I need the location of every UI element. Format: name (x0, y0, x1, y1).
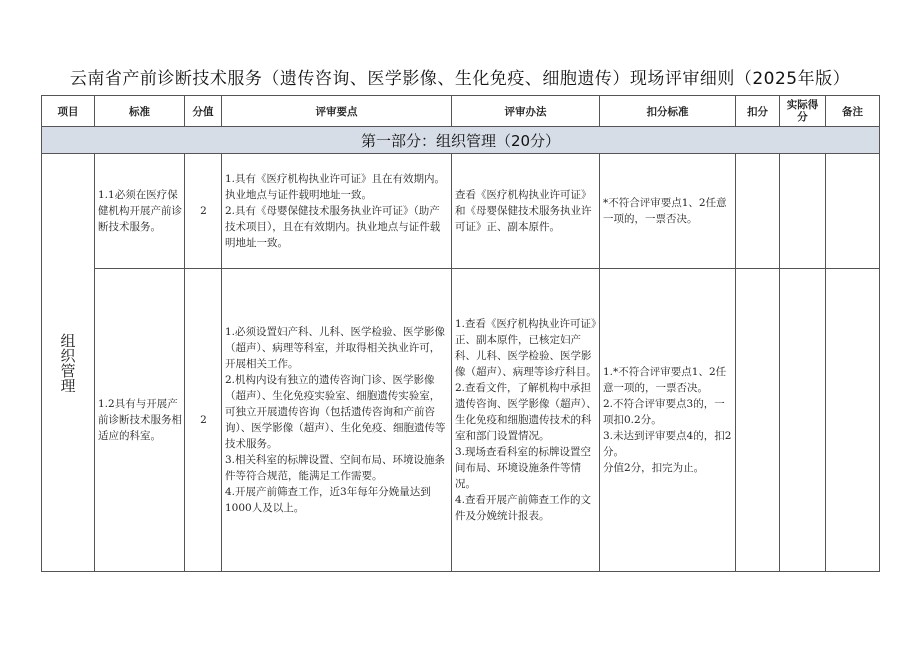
category-cell (42, 154, 95, 572)
method-item: 3.现场查看科室的标牌设置空间布局、环境设施条件等情况。 (455, 446, 592, 490)
header-score: 分值 (185, 96, 222, 127)
actual-score-cell (780, 154, 826, 269)
review-table (41, 95, 880, 572)
method-item: 2.查看文件，了解机构中承担遗传咨询、医学影像（超声）、生化免疫和细胞遗传技术的科室和部门设置情况。 (455, 382, 597, 442)
header-project: 项目 (42, 96, 95, 127)
table-row (42, 154, 880, 269)
method-cell (452, 269, 600, 572)
standard-cell: 1.2具有与开展产前诊断技术服务相适应的科室。 (95, 269, 185, 572)
header-standard: 标准 (95, 96, 185, 127)
deduction-item: 1.*不符合评审要点1、2任意一项的，一票否决。 (603, 366, 727, 394)
section-row (42, 127, 880, 154)
header-deduction: 扣分 (736, 96, 780, 127)
header-actual-score: 实际得分 (780, 96, 826, 127)
key-point: 2.机构内设有独立的遗传咨询门诊、医学影像（超声）、生化免疫实验室、细胞遗传实验室，可独立开展遗传咨询（包括遗传咨询和产前咨询）、医学影像（超声）、生化免疫、细胞遗传等技术服务。 (225, 374, 446, 450)
deduction-cell (736, 269, 780, 572)
key-point: 3.相关科室的标牌设置、空间布局、环境设施条件等符合规范，能满足工作需要。 (225, 454, 446, 482)
section-title: 第一部分：组织管理（20分） (42, 127, 880, 154)
deduction-item: *不符合评审要点1、2任意一项的，一票否决。 (603, 197, 727, 225)
method-cell (452, 154, 600, 269)
remarks-cell (826, 269, 880, 572)
deduction-criteria-cell (600, 269, 736, 572)
deduction-item: 2.不符合评审要点3的，一项扣0.2分。 (603, 398, 725, 426)
deduction-item: 分值2分，扣完为止。 (603, 462, 705, 474)
remarks-cell (826, 154, 880, 269)
method-item: 查看《医疗机构执业许可证》和《母婴保健技术服务执业许可证》正、副本原件。 (455, 189, 592, 233)
page-title: 云南省产前诊断技术服务（遗传咨询、医学影像、生化免疫、细胞遗传）现场评审细则（2025年版） (69, 69, 851, 89)
standard-cell: 1.1必须在医疗保健机构开展产前诊断技术服务。 (95, 154, 185, 269)
header-deduction-criteria: 扣分标准 (600, 96, 736, 127)
key-point: 1.具有《医疗机构执业许可证》且在有效期内。执业地点与证件载明地址一致。 (225, 173, 446, 201)
deduction-cell (736, 154, 780, 269)
header-remarks: 备注 (826, 96, 880, 127)
method-item: 1.查看《医疗机构执业许可证》正、副本原件，已核定妇产科、儿科、医学检验、医学影像（超声）、病理等诊疗科目。 (455, 318, 597, 378)
method-item: 4.查看开展产前筛查工作的文件及分娩统计报表。 (455, 494, 592, 522)
table-row (42, 269, 880, 572)
score-cell: 2 (185, 154, 222, 269)
category-label: 组织管理 (58, 332, 77, 393)
score-cell: 2 (185, 269, 222, 572)
deduction-item: 3.未达到评审要点4的，扣2分。 (603, 430, 732, 458)
header-method: 评审办法 (452, 96, 600, 127)
deduction-criteria-cell (600, 154, 736, 269)
key-points-cell (222, 154, 452, 269)
key-point: 2.具有《母婴保健技术服务执业许可证》（助产技术项目），且在有效期内。执业地点与证件载明地址一致。 (225, 205, 441, 249)
header-key-points: 评审要点 (222, 96, 452, 127)
key-points-cell (222, 269, 452, 572)
key-point: 1.必须设置妇产科、儿科、医学检验、医学影像（超声）、病理等科室，并取得相关执业许可，开展相关工作。 (225, 326, 446, 370)
key-point: 4.开展产前筛查工作，近3年每年分娩量达到1000人及以上。 (225, 486, 431, 514)
table-header-row (42, 96, 880, 127)
actual-score-cell (780, 269, 826, 572)
